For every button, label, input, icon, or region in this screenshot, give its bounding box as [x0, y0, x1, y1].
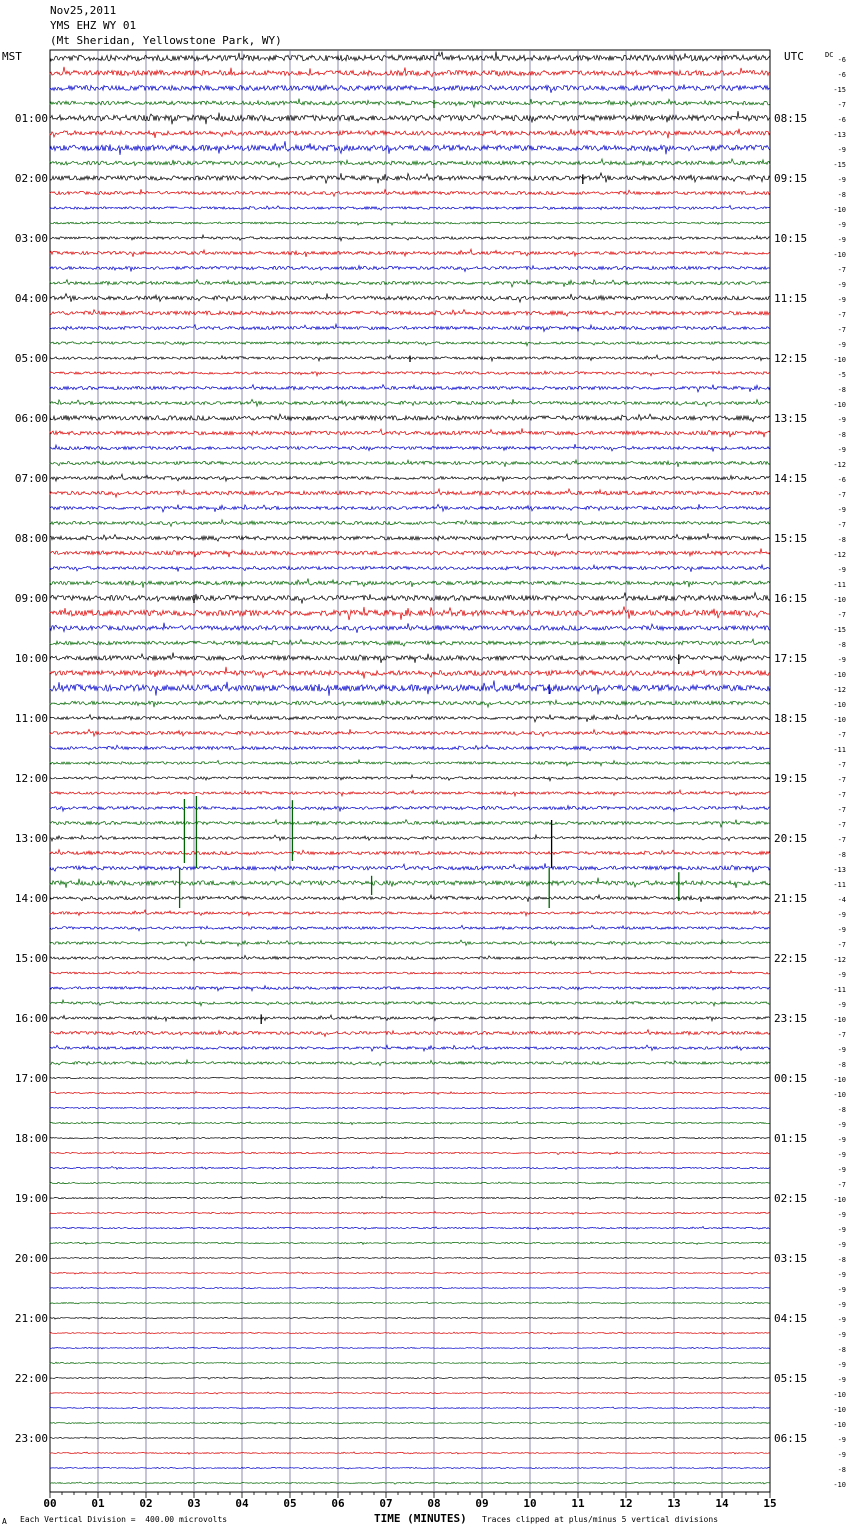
left-hour-label: 04:00: [14, 292, 48, 305]
seismic-trace: [50, 159, 770, 167]
dc-offset-label: -6: [837, 71, 846, 79]
dc-offset-label: -9: [837, 1436, 846, 1444]
dc-offset-label: -15: [833, 86, 846, 94]
seismic-trace: [50, 940, 770, 946]
right-hour-label: 01:15: [774, 1132, 808, 1145]
x-tick-label: 09: [475, 1497, 489, 1510]
left-hour-label: 18:00: [14, 1132, 48, 1145]
seismic-trace: [50, 310, 770, 317]
dc-offset-label: -7: [837, 791, 846, 799]
left-hour-label: 14:00: [14, 892, 48, 905]
left-hour-label: 17:00: [14, 1072, 48, 1085]
seismic-trace: [50, 67, 770, 77]
dc-offset-label: -9: [837, 1136, 846, 1144]
dc-offset-label: -9: [837, 341, 846, 349]
x-tick-label: 02: [139, 1497, 153, 1510]
seismic-trace: [50, 1272, 770, 1274]
x-tick-label: 13: [667, 1497, 681, 1510]
dc-offset-label: -8: [837, 851, 846, 859]
dc-offset-label: -9: [837, 1376, 846, 1384]
seismic-trace: [50, 1122, 770, 1125]
right-hour-label: 23:15: [774, 1012, 808, 1025]
dc-offset-label: -10: [833, 1091, 846, 1099]
dc-offset-label: -12: [833, 686, 846, 694]
seismic-trace: [50, 565, 770, 572]
seismic-trace: [50, 820, 770, 827]
seismic-trace: [50, 986, 770, 991]
x-tick-label: 15: [763, 1497, 777, 1510]
dc-offset-label: -12: [833, 551, 846, 559]
dc-offset-label: -9: [837, 236, 846, 244]
seismic-trace: [50, 504, 770, 512]
dc-offset-label: -9: [837, 221, 846, 229]
x-tick-label: 12: [619, 1497, 633, 1510]
dc-offset-label: -10: [833, 1076, 846, 1084]
dc-offset-label: -7: [837, 1181, 846, 1189]
corner-mark: A: [2, 1517, 7, 1526]
left-hour-label: 12:00: [14, 772, 48, 785]
left-hour-label: 16:00: [14, 1012, 48, 1025]
right-hour-label: 14:15: [774, 472, 808, 485]
x-tick-label: 03: [187, 1497, 201, 1510]
seismic-trace: [50, 99, 770, 108]
dc-offset-label: -7: [837, 731, 846, 739]
left-hour-label: 01:00: [14, 112, 48, 125]
seismic-trace: [50, 520, 770, 527]
seismic-trace: [50, 1107, 770, 1110]
seismic-trace: [50, 1091, 770, 1094]
right-hour-label: 11:15: [774, 292, 808, 305]
plot-frame: [50, 50, 770, 1492]
dc-offset-label: -6: [837, 116, 846, 124]
x-axis-title: TIME (MINUTES): [374, 1512, 467, 1525]
dc-offset-label: -7: [837, 1031, 846, 1039]
dc-offset-label: -8: [837, 1061, 846, 1069]
seismic-trace: [50, 745, 770, 750]
x-tick-label: 11: [571, 1497, 585, 1510]
seismic-trace: [50, 653, 770, 663]
left-timezone-label: MST: [2, 50, 22, 63]
right-hour-label: 12:15: [774, 352, 808, 365]
dc-offset-label: -9: [837, 146, 846, 154]
seismic-trace: [50, 1347, 770, 1349]
seismic-trace: [50, 280, 770, 287]
left-hour-label: 05:00: [14, 352, 48, 365]
seismic-trace: [50, 205, 770, 210]
seismic-trace: [50, 1422, 770, 1424]
seismic-trace: [50, 1452, 770, 1454]
seismic-trace: [50, 1332, 770, 1334]
dc-offset-label: -9: [837, 416, 846, 424]
dc-offset-label: -7: [837, 311, 846, 319]
right-hour-label: 09:15: [774, 172, 808, 185]
seismic-trace: [50, 371, 770, 376]
right-hour-label: 17:15: [774, 652, 808, 665]
seismic-trace: [50, 790, 770, 796]
seismic-trace: [50, 1362, 770, 1364]
dc-offset-label: -7: [837, 836, 846, 844]
dc-offset-label: -9: [837, 566, 846, 574]
seismic-trace: [50, 399, 770, 406]
right-hour-label: 04:15: [774, 1312, 808, 1325]
seismic-trace: [50, 1302, 770, 1304]
dc-offset-label: -9: [837, 1286, 846, 1294]
seismic-trace: [50, 878, 770, 888]
seismic-trace: [50, 1317, 770, 1319]
dc-offset-label: -8: [837, 1256, 846, 1264]
dc-offset-label: -7: [837, 941, 846, 949]
seismic-trace: [50, 639, 770, 646]
dc-offset-label: -9: [837, 656, 846, 664]
x-tick-label: 05: [283, 1497, 297, 1510]
seismic-trace: [50, 1182, 770, 1184]
right-hour-label: 21:15: [774, 892, 808, 905]
dc-offset-label: -6: [837, 56, 846, 64]
dc-offset-label: -8: [837, 191, 846, 199]
dc-offset-label: -10: [833, 1391, 846, 1399]
seismic-trace: [50, 428, 770, 437]
dc-offset-label: -13: [833, 131, 846, 139]
dc-offset-label: -10: [833, 1196, 846, 1204]
dc-offset-label: -7: [837, 821, 846, 829]
dc-offset-label: -9: [837, 1046, 846, 1054]
dc-offset-label: -7: [837, 326, 846, 334]
right-hour-label: 06:15: [774, 1432, 808, 1445]
seismic-trace: [50, 189, 770, 196]
seismic-trace: [50, 1137, 770, 1139]
header-location: (Mt Sheridan, Yellowstone Park, WY): [50, 34, 282, 47]
dc-offset-label: -9: [837, 1301, 846, 1309]
seismic-trace: [50, 414, 770, 422]
left-hour-label: 20:00: [14, 1252, 48, 1265]
x-tick-label: 07: [379, 1497, 393, 1510]
dc-offset-label: -9: [837, 926, 846, 934]
seismic-trace: [50, 835, 770, 841]
dc-offset-label: -9: [837, 1451, 846, 1459]
dc-offset-label: -9: [837, 296, 846, 304]
dc-offset-label: -11: [833, 986, 846, 994]
seismic-trace: [50, 51, 770, 61]
seismic-trace: [50, 474, 770, 481]
right-hour-label: 13:15: [774, 412, 808, 425]
dc-offset-label: -8: [837, 431, 846, 439]
left-hour-label: 03:00: [14, 232, 48, 245]
seismic-trace: [50, 460, 770, 467]
right-timezone-label: UTC: [784, 50, 804, 63]
right-hour-label: 16:15: [774, 592, 808, 605]
seismic-trace: [50, 1015, 770, 1021]
left-hour-label: 11:00: [14, 712, 48, 725]
dc-offset-label: -8: [837, 1106, 846, 1114]
seismic-trace: [50, 925, 770, 931]
dc-offset-label: -8: [837, 536, 846, 544]
dc-offset-label: -7: [837, 266, 846, 274]
dc-offset-label: -11: [833, 581, 846, 589]
right-hour-label: 02:15: [774, 1192, 808, 1205]
seismic-trace: [50, 1227, 770, 1230]
dc-offset-label: -15: [833, 626, 846, 634]
x-tick-label: 01: [91, 1497, 105, 1510]
x-tick-label: 10: [523, 1497, 537, 1510]
right-hour-label: 15:15: [774, 532, 808, 545]
dc-offset-label: -10: [833, 1016, 846, 1024]
dc-offset-label: -9: [837, 1211, 846, 1219]
seismic-trace: [50, 667, 770, 679]
dc-offset-label: -13: [833, 866, 846, 874]
seismic-trace: [50, 1167, 770, 1170]
dc-offset-label: -15: [833, 161, 846, 169]
seismic-trace: [50, 1196, 770, 1199]
seismic-trace: [50, 971, 770, 975]
dc-offset-label: -9: [837, 1166, 846, 1174]
dc-offset-label: -9: [837, 1151, 846, 1159]
x-tick-label: 04: [235, 1497, 249, 1510]
dc-offset-label: -9: [837, 1361, 846, 1369]
right-hour-label: 18:15: [774, 712, 808, 725]
seismic-trace: [50, 606, 770, 620]
dc-offset-label: -12: [833, 461, 846, 469]
seismic-trace: [50, 579, 770, 588]
seismic-trace: [50, 548, 770, 557]
left-hour-label: 09:00: [14, 592, 48, 605]
dc-offset-label: -8: [837, 641, 846, 649]
seismic-trace: [50, 385, 770, 392]
dc-offset-label: -7: [837, 761, 846, 769]
dc-offset-label: -12: [833, 956, 846, 964]
dc-offset-label: -7: [837, 521, 846, 529]
seismic-trace: [50, 489, 770, 497]
dc-offset-label: -10: [833, 716, 846, 724]
dc-offset-label: -9: [837, 1331, 846, 1339]
seismic-trace: [50, 1045, 770, 1051]
seismic-trace: [50, 324, 770, 331]
seismic-trace: [50, 760, 770, 766]
seismic-trace: [50, 1030, 770, 1037]
seismic-trace: [50, 910, 770, 916]
dc-label: DC: [825, 51, 834, 59]
seismic-trace: [50, 680, 770, 695]
left-hour-label: 10:00: [14, 652, 48, 665]
seismic-trace: [50, 1242, 770, 1244]
x-tick-label: 08: [427, 1497, 441, 1510]
left-hour-label: 19:00: [14, 1192, 48, 1205]
seismic-trace: [50, 1407, 770, 1409]
dc-offset-label: -9: [837, 1316, 846, 1324]
seismic-trace: [50, 700, 770, 707]
seismic-trace: [50, 863, 770, 872]
right-hour-label: 05:15: [774, 1372, 808, 1385]
header-station: YMS EHZ WY 01: [50, 19, 137, 32]
seismic-trace: [50, 895, 770, 902]
seismic-trace: [50, 1257, 770, 1259]
dc-offset-label: -9: [837, 176, 846, 184]
seismic-trace: [50, 266, 770, 272]
seismic-trace: [50, 84, 770, 92]
dc-offset-label: -9: [837, 1121, 846, 1129]
dc-offset-label: -8: [837, 1346, 846, 1354]
seismic-trace: [50, 806, 770, 812]
dc-offset-label: -10: [833, 671, 846, 679]
dc-offset-label: -10: [833, 1481, 846, 1489]
dc-offset-label: -9: [837, 506, 846, 514]
clip-note: Traces clipped at plus/minus 5 vertical divisions: [482, 1515, 719, 1524]
dc-offset-label: -11: [833, 746, 846, 754]
dc-offset-label: -8: [837, 1466, 846, 1474]
seismic-trace: [50, 293, 770, 302]
dc-offset-label: -10: [833, 596, 846, 604]
dc-offset-label: -10: [833, 401, 846, 409]
seismic-trace: [50, 1212, 770, 1215]
right-hour-label: 10:15: [774, 232, 808, 245]
dc-offset-label: -9: [837, 446, 846, 454]
seismic-trace: [50, 1467, 770, 1469]
dc-offset-label: -10: [833, 701, 846, 709]
right-hour-label: 19:15: [774, 772, 808, 785]
dc-offset-label: -9: [837, 1241, 846, 1249]
seismic-trace: [50, 235, 770, 241]
seismic-trace: [50, 444, 770, 451]
left-hour-label: 22:00: [14, 1372, 48, 1385]
seismic-trace: [50, 1287, 770, 1289]
seismic-trace: [50, 1377, 770, 1379]
seismic-trace: [50, 1482, 770, 1484]
seismic-trace: [50, 729, 770, 736]
dc-offset-label: -10: [833, 1406, 846, 1414]
seismic-trace: [50, 111, 770, 124]
header-date: Nov25,2011: [50, 4, 117, 17]
seismic-trace: [50, 533, 770, 541]
dc-offset-label: -10: [833, 1421, 846, 1429]
left-hour-label: 13:00: [14, 832, 48, 845]
seismic-trace: [50, 715, 770, 722]
seismic-trace: [50, 129, 770, 139]
seismic-trace: [50, 221, 770, 225]
seismic-trace: [50, 173, 770, 184]
dc-offset-label: -11: [833, 881, 846, 889]
left-hour-label: 08:00: [14, 532, 48, 545]
right-hour-label: 20:15: [774, 832, 808, 845]
x-tick-label: 06: [331, 1497, 345, 1510]
left-hour-label: 02:00: [14, 172, 48, 185]
x-tick-label: 14: [715, 1497, 729, 1510]
seismic-trace: [50, 1152, 770, 1155]
left-hour-label: 15:00: [14, 952, 48, 965]
dc-offset-label: -9: [837, 281, 846, 289]
dc-offset-label: -10: [833, 206, 846, 214]
dc-offset-label: -5: [837, 371, 846, 379]
scale-note: Each Vertical Division = 400.00 microvolts: [20, 1515, 228, 1524]
seismic-trace: [50, 775, 770, 781]
dc-offset-label: -7: [837, 776, 846, 784]
dc-offset-label: -7: [837, 611, 846, 619]
dc-offset-label: -7: [837, 806, 846, 814]
left-hour-label: 07:00: [14, 472, 48, 485]
dc-offset-label: -9: [837, 911, 846, 919]
dc-offset-label: -7: [837, 101, 846, 109]
seismic-trace: [50, 340, 770, 346]
dc-offset-label: -4: [837, 896, 846, 904]
dc-offset-label: -6: [837, 476, 846, 484]
dc-offset-label: -10: [833, 251, 846, 259]
dc-offset-label: -7: [837, 491, 846, 499]
right-hour-label: 22:15: [774, 952, 808, 965]
dc-offset-label: -8: [837, 386, 846, 394]
right-hour-label: 08:15: [774, 112, 808, 125]
seismic-trace: [50, 623, 770, 633]
seismic-trace: [50, 1077, 770, 1079]
dc-offset-label: -10: [833, 356, 846, 364]
left-hour-label: 23:00: [14, 1432, 48, 1445]
right-hour-label: 00:15: [774, 1072, 808, 1085]
seismic-trace: [50, 141, 770, 155]
x-tick-label: 00: [43, 1497, 57, 1510]
dc-offset-label: -9: [837, 971, 846, 979]
seismic-trace: [50, 1392, 770, 1394]
seismic-trace: [50, 1000, 770, 1006]
dc-offset-label: -9: [837, 1271, 846, 1279]
seismic-trace: [50, 1060, 770, 1066]
dc-offset-label: -9: [837, 1226, 846, 1234]
seismic-trace: [50, 955, 770, 960]
seismic-trace: [50, 593, 770, 604]
dc-offset-label: -9: [837, 1001, 846, 1009]
left-hour-label: 21:00: [14, 1312, 48, 1325]
seismic-trace: [50, 249, 770, 257]
left-hour-label: 06:00: [14, 412, 48, 425]
seismic-trace: [50, 850, 770, 855]
right-hour-label: 03:15: [774, 1252, 808, 1265]
seismic-trace: [50, 1437, 770, 1439]
